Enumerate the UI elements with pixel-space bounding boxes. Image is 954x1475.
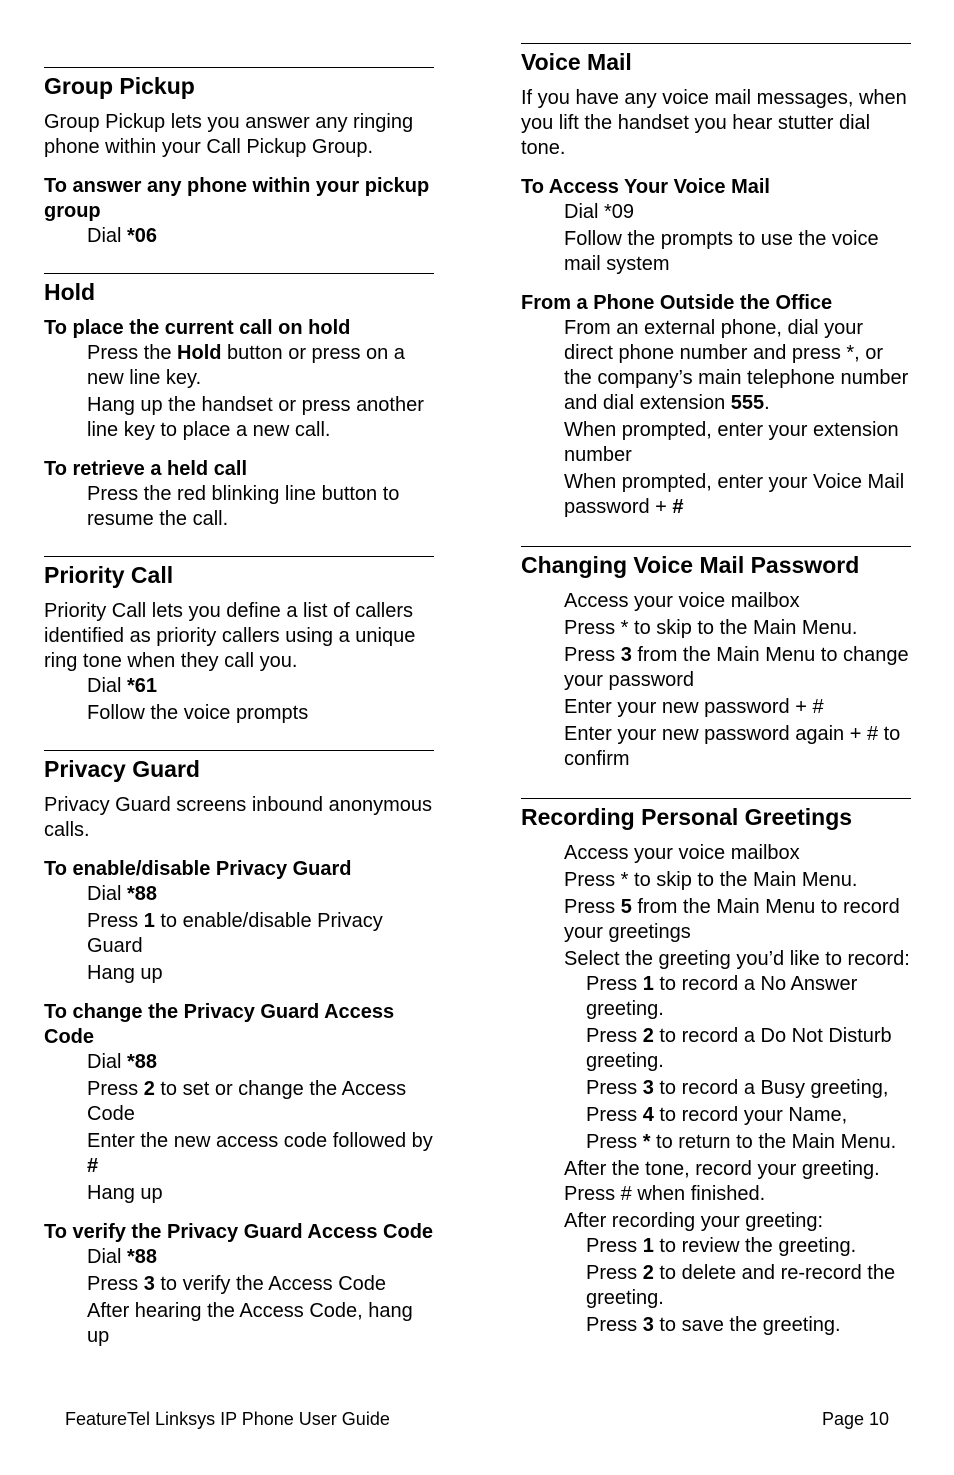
step-list (44, 341, 434, 443)
section-title: Priority Call (44, 562, 174, 588)
step: Enter the new access code followed by # (87, 1130, 433, 1177)
substep: Press * to return to the Main Menu. (586, 1131, 897, 1153)
section-intro: Priority Call lets you define a list of callers identified as priority callers using a unique ring tone when they call you. (44, 600, 416, 672)
procedure (44, 174, 434, 249)
step: Press 2 to set or change the Access Code (87, 1078, 407, 1125)
step: Press 5 from the Main Menu to record your greetings (564, 896, 900, 943)
substep: Press 2 to delete and re-record the greeting. (586, 1262, 896, 1309)
substep: Press 1 to record a No Answer greeting. (586, 973, 858, 1020)
section-priority-call (44, 556, 434, 726)
procedure-title: From a Phone Outside the Office (521, 292, 833, 314)
procedure-title: To verify the Privacy Guard Access Code (44, 1221, 434, 1243)
procedure (44, 1220, 434, 1349)
step: Access your voice mailbox (564, 590, 800, 612)
right-column (521, 43, 911, 1364)
section-hold (44, 273, 434, 532)
procedure (44, 316, 434, 443)
procedure (521, 175, 911, 277)
procedure-title: To answer any phone within your pickup group (44, 175, 430, 222)
procedure-title: To Access Your Voice Mail (521, 176, 770, 198)
procedure-title: To place the current call on hold (44, 317, 351, 339)
step-list (44, 882, 434, 986)
step: Hang up (87, 962, 163, 984)
step: After hearing the Access Code, hang up (87, 1300, 413, 1347)
procedure-title: To retrieve a held call (44, 458, 248, 480)
step: Enter your new password again + # to confirm (564, 723, 901, 770)
step-list (44, 224, 434, 249)
section-changing-password (521, 546, 911, 772)
section-title: Recording Personal Greetings (521, 804, 853, 830)
step-list (44, 482, 434, 532)
step: After recording your greeting: Press 1 to review the greeting. Press 2 to delete and re-record the greeting. Press 3 to save the greeting. (564, 1209, 911, 1338)
substep: Press 2 to record a Do Not Disturb greeting. (586, 1025, 892, 1072)
step: Enter your new password + # (564, 696, 824, 718)
step: Press the red blinking line button to resume the call. (87, 483, 400, 530)
step: Press * to skip to the Main Menu. (564, 869, 858, 891)
section-recording-greetings (521, 798, 911, 1338)
step: Dial *06 (87, 225, 158, 247)
substep: Press 3 to save the greeting. (586, 1314, 841, 1336)
step-list (44, 674, 434, 726)
step: Dial *88 (87, 1246, 158, 1268)
step: Dial *09 (564, 201, 635, 223)
procedure-title: To enable/disable Privacy Guard (44, 858, 352, 880)
procedure (44, 1000, 434, 1206)
substep: Press 3 to record a Busy greeting, (586, 1077, 889, 1099)
step: Select the greeting you’d like to record: Press 1 to record a No Answer greeting. Press 2 to record a Do Not Disturb greeting. Press 3 to record a Busy greeting, Press 4 to record your Name, Press * to return to the Main Menu. (564, 948, 910, 1153)
section-title: Hold (44, 279, 96, 305)
step: Follow the prompts to use the voice mail system (564, 228, 879, 275)
step-list (44, 1245, 434, 1349)
step: When prompted, enter your extension number (564, 419, 899, 466)
section-title: Changing Voice Mail Password (521, 552, 860, 578)
step: Dial *88 (87, 1051, 158, 1073)
step: Dial *88 (87, 883, 158, 905)
substep: Press 1 to review the greeting. (586, 1235, 857, 1257)
substep: Press 4 to record your Name, (586, 1104, 848, 1126)
procedure (44, 457, 434, 532)
section-intro: Group Pickup lets you answer any ringing phone within your Call Pickup Group. (44, 111, 414, 158)
section-voice-mail (521, 43, 911, 520)
step: Press 3 to verify the Access Code (87, 1273, 387, 1295)
step: Press 3 from the Main Menu to change your password (564, 644, 909, 691)
step: After the tone, record your greeting. Press # when finished. (564, 1158, 880, 1205)
step: Dial *61 (87, 675, 158, 697)
step: Hang up (87, 1182, 163, 1204)
step-list (44, 1050, 434, 1206)
footer-document-title: FeatureTel Linksys IP Phone User Guide (65, 1409, 390, 1429)
section-group-pickup (44, 67, 434, 249)
step: Follow the voice prompts (87, 702, 309, 724)
section-title: Group Pickup (44, 73, 195, 99)
section-title: Privacy Guard (44, 756, 200, 782)
section-intro: If you have any voice mail messages, when you lift the handset you hear stutter dial tone. (521, 87, 907, 159)
step-list (521, 589, 911, 772)
step: Access your voice mailbox (564, 842, 800, 864)
procedure (521, 291, 911, 520)
step-list (521, 841, 911, 1338)
substep-list (564, 972, 911, 1155)
step-list (521, 316, 911, 520)
section-intro: Privacy Guard screens inbound anonymous calls. (44, 794, 432, 841)
procedure (44, 857, 434, 986)
step: Press 1 to enable/disable Privacy Guard (87, 910, 383, 957)
step: When prompted, enter your Voice Mail password + # (564, 471, 905, 518)
step: Press the Hold button or press on a new line key. (87, 342, 405, 389)
section-title: Voice Mail (521, 49, 632, 75)
step-list (521, 200, 911, 277)
step: From an external phone, dial your direct phone number and press *, or the company’s main telephone number and dial extension 555. (564, 317, 909, 414)
substep-list (564, 1234, 911, 1338)
section-privacy-guard (44, 750, 434, 1349)
step: Press * to skip to the Main Menu. (564, 617, 858, 639)
footer-page-number: Page 10 (821, 1409, 889, 1429)
left-column (44, 67, 434, 1373)
procedure-title: To change the Privacy Guard Access Code (44, 1001, 395, 1048)
step: Hang up the handset or press another line key to place a new call. (87, 394, 424, 441)
